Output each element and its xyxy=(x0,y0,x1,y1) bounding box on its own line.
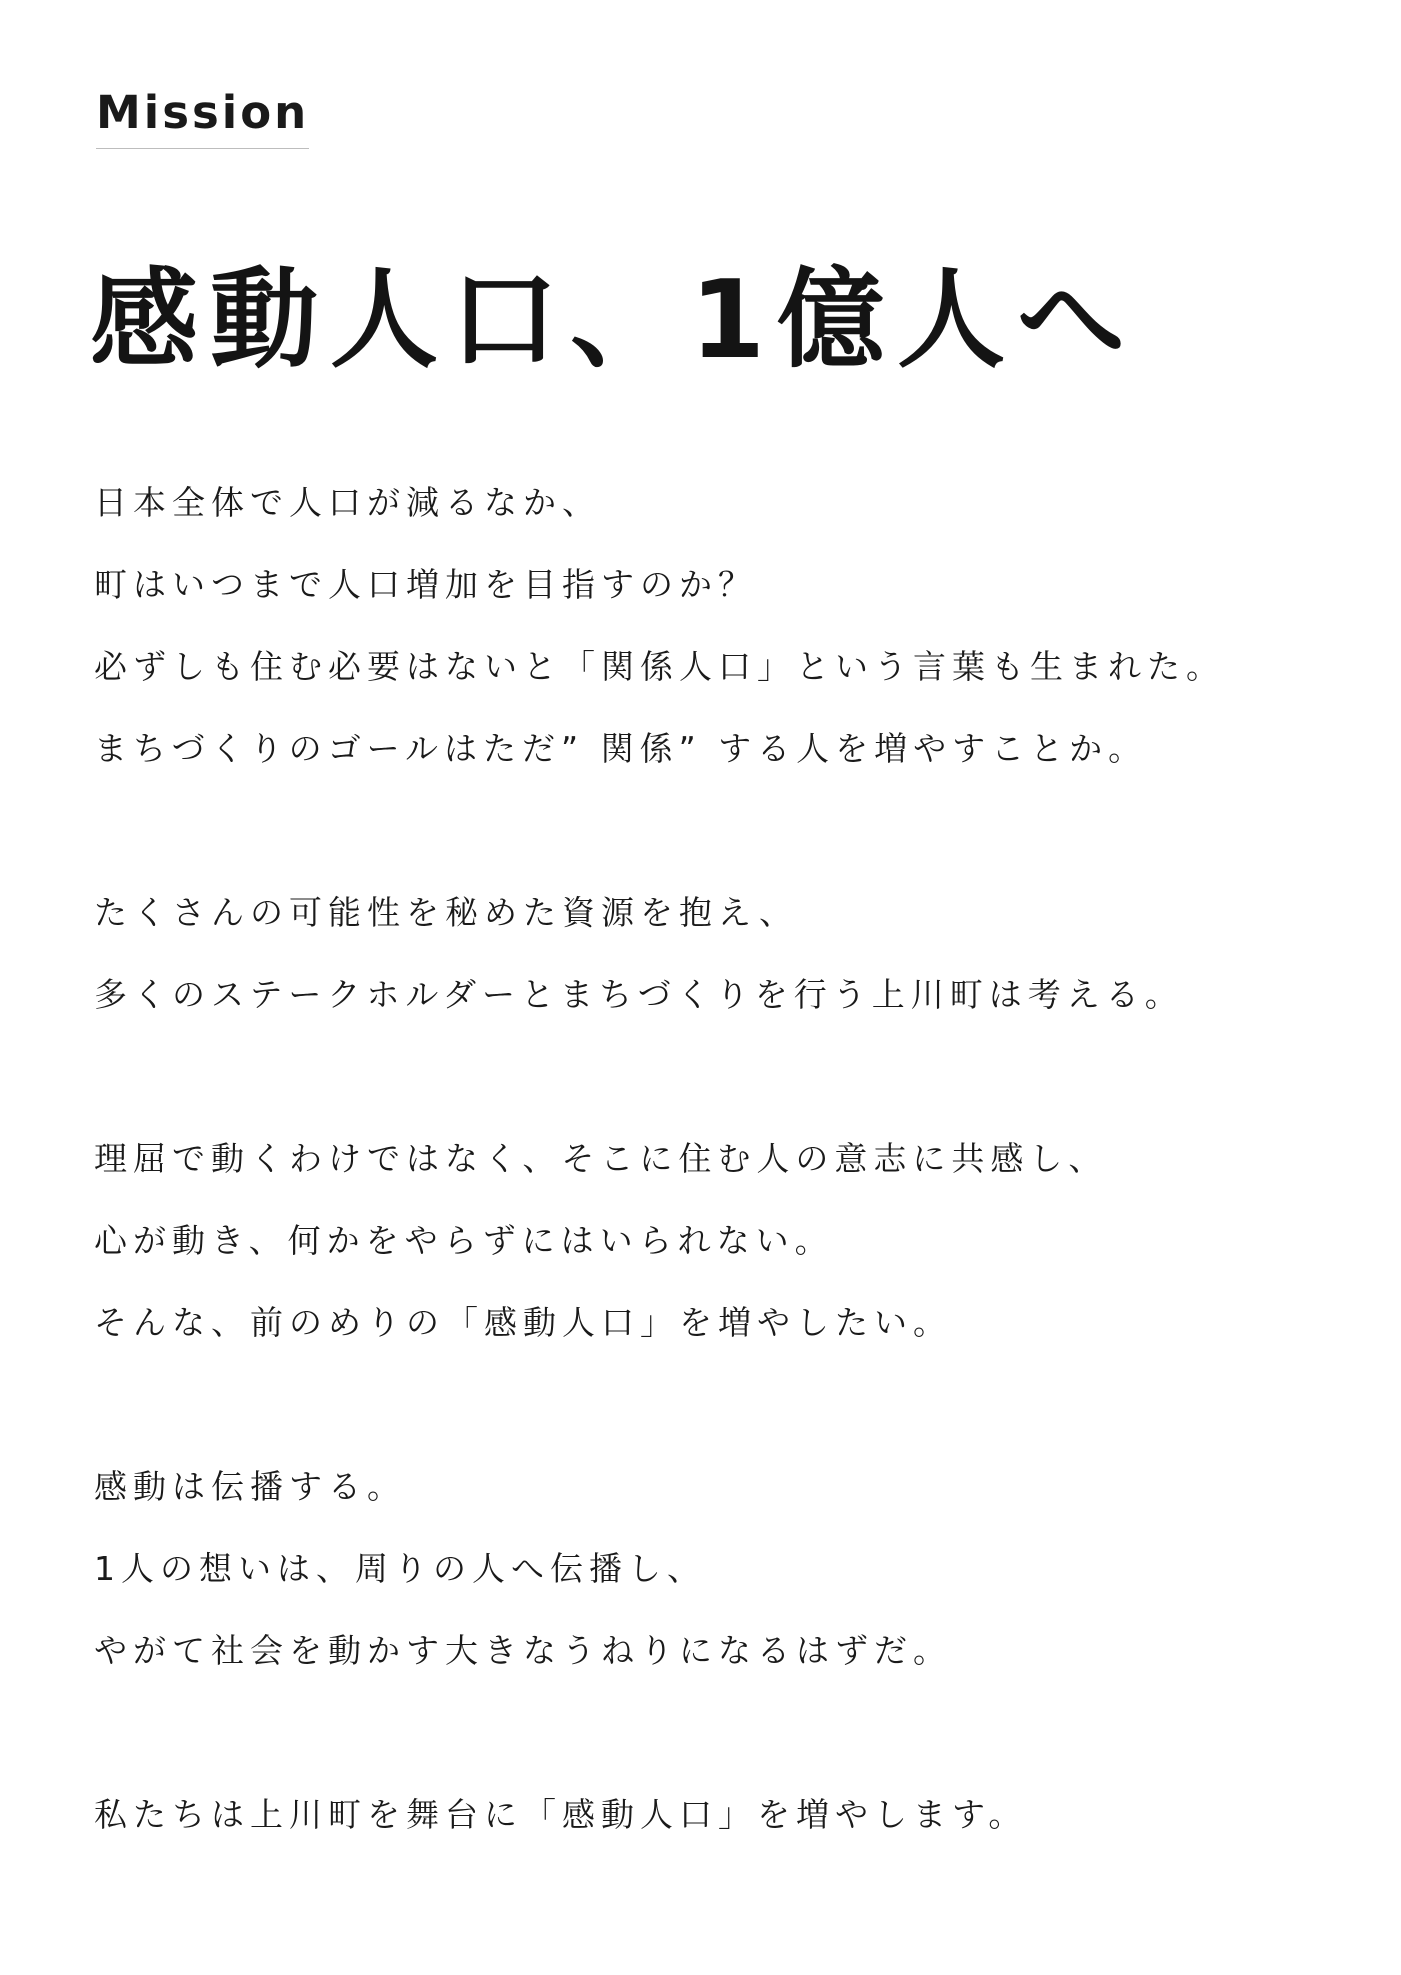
text-line: 1人の想いは、周りの人へ伝播し、 xyxy=(94,1549,706,1588)
text-line: 心が動き、何かをやらずにはいられない。 xyxy=(94,1221,834,1260)
paragraph-1 xyxy=(94,462,1344,790)
text-line: 感動は伝播する。 xyxy=(94,1467,406,1506)
paragraph-3 xyxy=(94,1118,1344,1364)
text-line: 多くのステークホルダーとまちづくりを行う上川町は考える。 xyxy=(94,975,1184,1014)
text-line: やがて社会を動かす大きなうねりになるはずだ。 xyxy=(94,1631,952,1670)
paragraph-5 xyxy=(94,1774,1344,1856)
text-line: まちづくりのゴールはただ” 関係” する人を増やすことか。 xyxy=(94,729,1148,768)
mission-statement xyxy=(94,462,1344,1856)
text-line: 理屈で動くわけではなく、そこに住む人の意志に共感し、 xyxy=(94,1139,1108,1178)
page-title: 感動人口、1億人へ xyxy=(90,258,1138,383)
text-line: 日本全体で人口が減るなか、 xyxy=(94,483,601,522)
text-line: そんな、前のめりの「感動人口」を増やしたい。 xyxy=(94,1303,952,1342)
text-line: 私たちは上川町を舞台に「感動人口」を増やします。 xyxy=(94,1795,1028,1834)
paragraph-2 xyxy=(94,872,1344,1036)
text-line: 必ずしも住む必要はないと「関係人口」という言葉も生まれた。 xyxy=(94,647,1225,686)
text-line: たくさんの可能性を秘めた資源を抱え、 xyxy=(94,893,798,932)
text-line: 町はいつまで人口増加を目指すのか？ xyxy=(94,565,757,604)
paragraph-4 xyxy=(94,1446,1344,1692)
section-label: Mission xyxy=(96,86,309,149)
